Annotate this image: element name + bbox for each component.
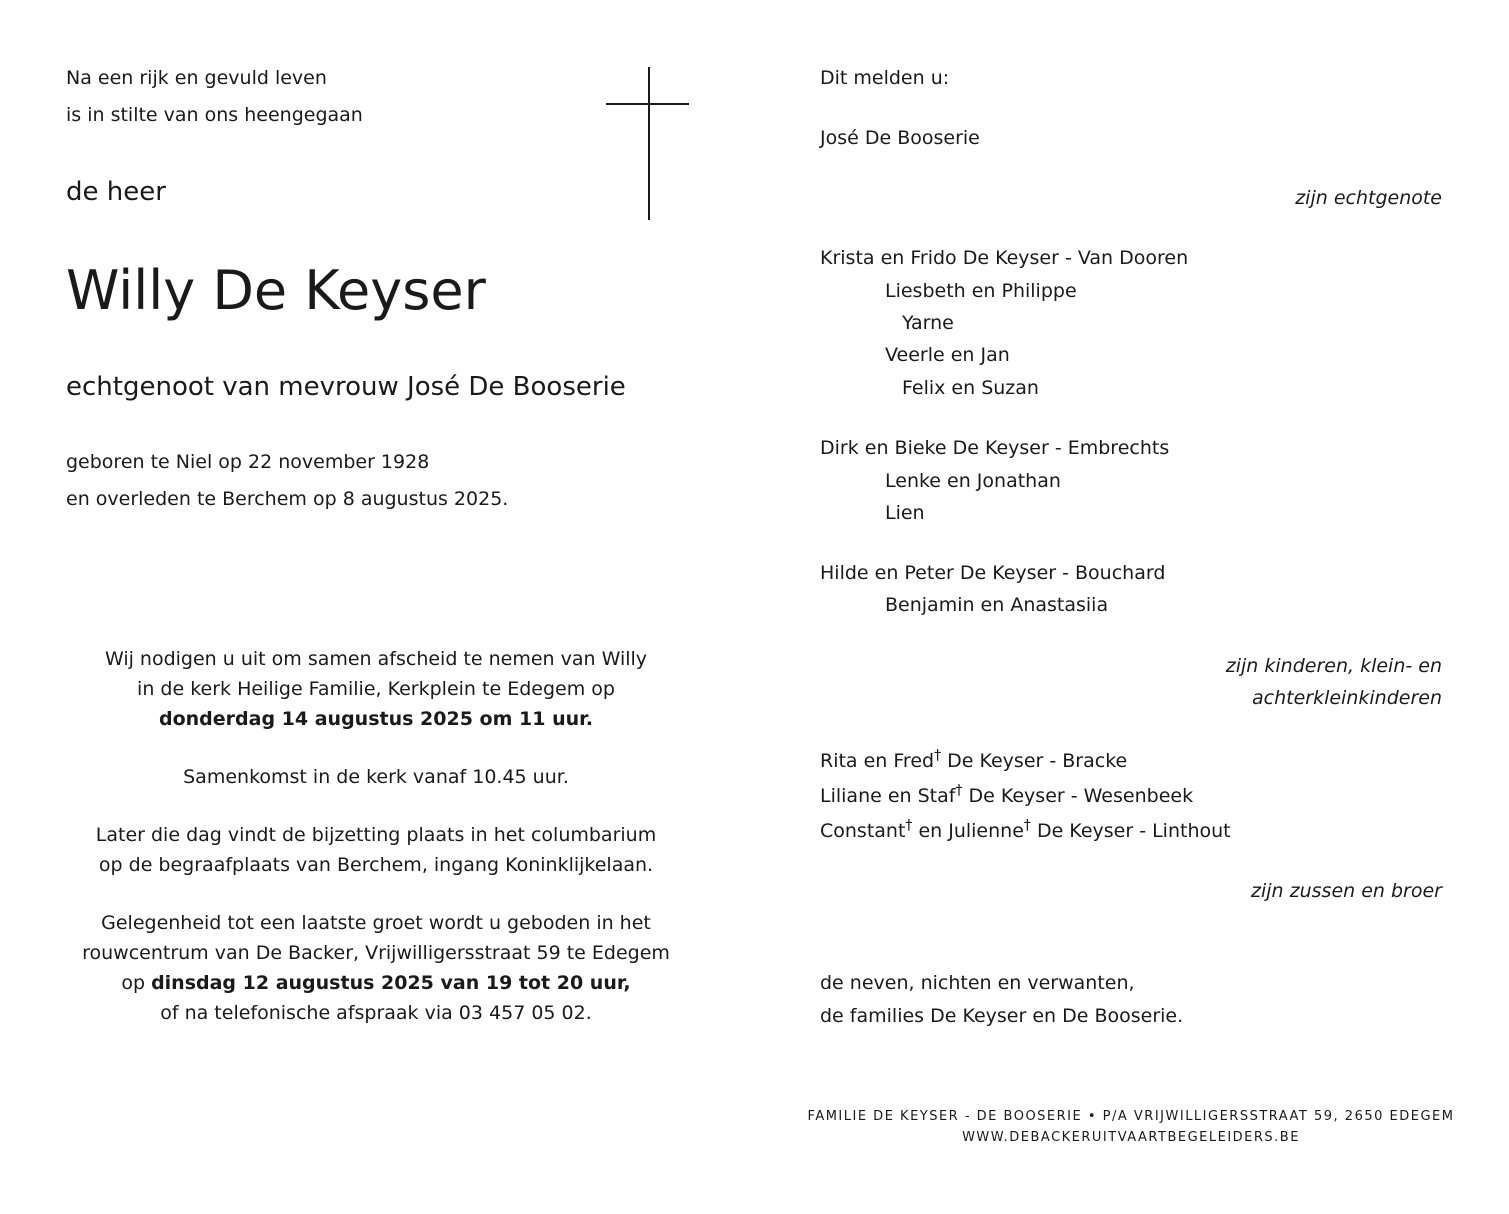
farewell-prefix: op [121, 972, 152, 994]
children-role-line-1: zijn kinderen, klein- en [1225, 655, 1442, 677]
invitation-block [56, 644, 696, 734]
family1-child1: Liesbeth en Philippe [885, 280, 1077, 302]
death-line: en overleden te Berchem op 8 augustus 2025. [66, 488, 509, 510]
family1-child2: Veerle en Jan [885, 344, 1010, 366]
sibling-line-2 [820, 782, 1194, 807]
dagger-icon: † [1023, 817, 1031, 834]
interment-line-2: op de begraafplaats van Berchem, ingang Koninklijkelaan. [98, 854, 654, 876]
sibling-line-3 [820, 817, 1231, 842]
sibling-2-names: Liliane en Staf [820, 785, 956, 807]
honorific: de heer [66, 177, 166, 207]
spouse-name: José De Booserie [820, 127, 980, 149]
family2-child2: Lien [885, 502, 925, 524]
birth-line: geboren te Niel op 22 november 1928 [66, 451, 430, 473]
invitation-line-1: Wij nodigen u uit om samen afscheid te nemen van Willy [104, 648, 648, 670]
farewell-line-4: of na telefonische afspraak via 03 457 05 02. [160, 1002, 592, 1024]
cross-icon-bar [606, 103, 689, 105]
relatives-line-1: de neven, nichten en verwanten, [820, 972, 1135, 994]
sibling-1-surname: De Keyser - Bracke [941, 750, 1128, 772]
announcement-header: Dit melden u: [820, 67, 950, 89]
family1-parents: Krista en Frido De Keyser - Van Dooren [820, 247, 1189, 269]
sibling-2-surname: De Keyser - Wesenbeek [962, 785, 1194, 807]
children-role-line-2: achterkleinkinderen [1252, 687, 1442, 709]
sibling-3-name-a: Constant [820, 820, 906, 842]
dagger-icon: † [955, 782, 963, 799]
farewell-line-2: rouwcentrum van De Backer, Vrijwilligersstraat 59 te Edegem [82, 942, 670, 964]
dagger-icon: † [905, 817, 913, 834]
invitation-date: donderdag 14 augustus 2025 om 11 uur. [159, 708, 593, 730]
sibling-line-1 [820, 747, 1128, 772]
farewell-line-1: Gelegenheid tot een laatste groet wordt u geboden in het [101, 912, 651, 934]
family3-child1: Benjamin en Anastasiia [885, 594, 1109, 616]
family2-parents: Dirk en Bieke De Keyser - Embrechts [820, 437, 1170, 459]
siblings-role: zijn zussen en broer [1251, 880, 1442, 902]
cross-icon [648, 67, 650, 220]
interment-line-1: Later die dag vindt de bijzetting plaats in het columbarium [95, 824, 657, 846]
sibling-3-name-b: en Julienne [912, 820, 1024, 842]
intro-line-1: Na een rijk en gevuld leven [66, 67, 327, 89]
gathering-line: Samenkomst in de kerk vanaf 10.45 uur. [183, 766, 569, 788]
interment-block [56, 820, 696, 880]
footer-address: FAMILIE DE KEYSER - DE BOOSERIE • P/A VRIJWILLIGERSSTRAAT 59, 2650 EDEGEM [807, 1109, 1455, 1124]
farewell-block [56, 908, 696, 1028]
family2-child1: Lenke en Jonathan [885, 470, 1061, 492]
sibling-1-names: Rita en Fred [820, 750, 935, 772]
sibling-3-surname: De Keyser - Linthout [1030, 820, 1231, 842]
farewell-date: dinsdag 12 augustus 2025 van 19 tot 20 uur, [151, 972, 631, 994]
family3-parents: Hilde en Peter De Keyser - Bouchard [820, 562, 1166, 584]
family1-grandchild2: Felix en Suzan [902, 377, 1039, 399]
spouse-role: zijn echtgenote [1295, 187, 1442, 209]
deceased-name: Willy De Keyser [66, 259, 486, 322]
family1-grandchild1: Yarne [902, 312, 954, 334]
footer-website: WWW.DEBACKERUITVAARTBEGELEIDERS.BE [962, 1130, 1300, 1145]
spouse-line: echtgenoot van mevrouw José De Booserie [66, 372, 626, 402]
dagger-icon: † [934, 747, 942, 764]
relatives-line-2: de families De Keyser en De Booserie. [820, 1005, 1184, 1027]
footer [800, 1106, 1462, 1148]
farewell-line-3 [56, 968, 696, 998]
invitation-line-2: in de kerk Heilige Familie, Kerkplein te Edegem op [137, 678, 615, 700]
intro-line-2: is in stilte van ons heengegaan [66, 104, 363, 126]
